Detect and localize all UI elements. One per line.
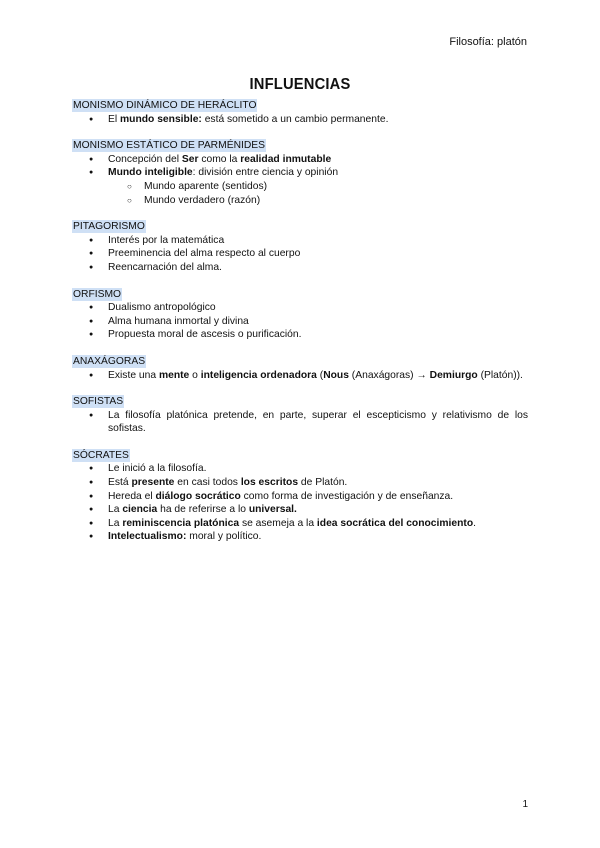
bullet-list <box>72 301 528 342</box>
bullet-list <box>72 153 528 207</box>
page-number: 1 <box>522 799 528 810</box>
list-item: ● Interés por la matemática <box>72 234 528 248</box>
list-item: ● Reencarnación del alma. <box>72 261 528 275</box>
list-item: ● Propuesta moral de ascesis o purificación. <box>72 328 528 342</box>
list-item: ● Hereda el diálogo socrático como forma de investigación y de enseñanza. <box>72 490 528 504</box>
sub-list-item: ○ Mundo aparente (sentidos) <box>72 180 528 194</box>
list-item: ● La reminiscencia platónica se asemeja a la idea socrática del conocimiento. <box>72 517 528 531</box>
section-socrates <box>72 449 528 544</box>
list-item: ● Preeminencia del alma respecto al cuerpo <box>72 247 528 261</box>
list-item: ● Dualismo antropológico <box>72 301 528 315</box>
bullet-list <box>72 369 528 383</box>
page-title: INFLUENCIAS <box>249 76 351 93</box>
section-heraclito <box>72 99 528 126</box>
section-pitagorismo <box>72 220 528 274</box>
bullet-list <box>72 113 528 127</box>
list-item: ● Concepción del Ser como la realidad inmutable <box>72 153 528 167</box>
sub-list-item: ○ Mundo verdadero (razón) <box>72 194 528 208</box>
section-heading: SOFISTAS <box>73 396 124 408</box>
list-item: ● La filosofía platónica pretende, en parte, superar el escepticismo y relativismo de los sofistas. <box>72 409 528 436</box>
list-item: ● Intelectualismo: moral y político. <box>72 530 528 544</box>
list-item: ● Alma humana inmortal y divina <box>72 315 528 329</box>
bullet-list <box>72 234 528 275</box>
list-item: ● Mundo inteligible: división entre ciencia y opinión <box>72 166 528 180</box>
section-heading: MONISMO DINÁMICO DE HERÁCLITO <box>73 100 257 111</box>
section-sofistas <box>72 395 528 436</box>
section-anaxagoras <box>72 355 528 382</box>
list-item: ● Está presente en casi todos los escritos de Platón. <box>72 476 528 490</box>
list-item: ● La ciencia ha de referirse a lo universal. <box>72 503 528 517</box>
section-heading: PITAGORISMO <box>73 221 145 233</box>
list-item: ● Existe una mente o inteligencia ordenadora (Nous (Anaxágoras) → Demiurgo (Platón)). <box>72 369 528 383</box>
bullet-list <box>72 409 528 436</box>
section-heading: SÓCRATES <box>73 449 129 461</box>
section-heading: MONISMO ESTÁTICO DE PARMÉNIDES <box>73 140 266 152</box>
section-orfismo <box>72 288 528 342</box>
list-item: ● Le inició a la filosofía. <box>72 462 528 476</box>
section-heading: ORFISMO <box>73 288 122 300</box>
list-item: ● El mundo sensible: está sometido a un cambio permanente. <box>72 113 528 127</box>
document-body <box>72 99 528 557</box>
page-header: Filosofía: platón <box>449 36 527 48</box>
section-parmenides <box>72 139 528 207</box>
bullet-list <box>72 462 528 544</box>
section-heading: ANAXÁGORAS <box>73 355 146 367</box>
